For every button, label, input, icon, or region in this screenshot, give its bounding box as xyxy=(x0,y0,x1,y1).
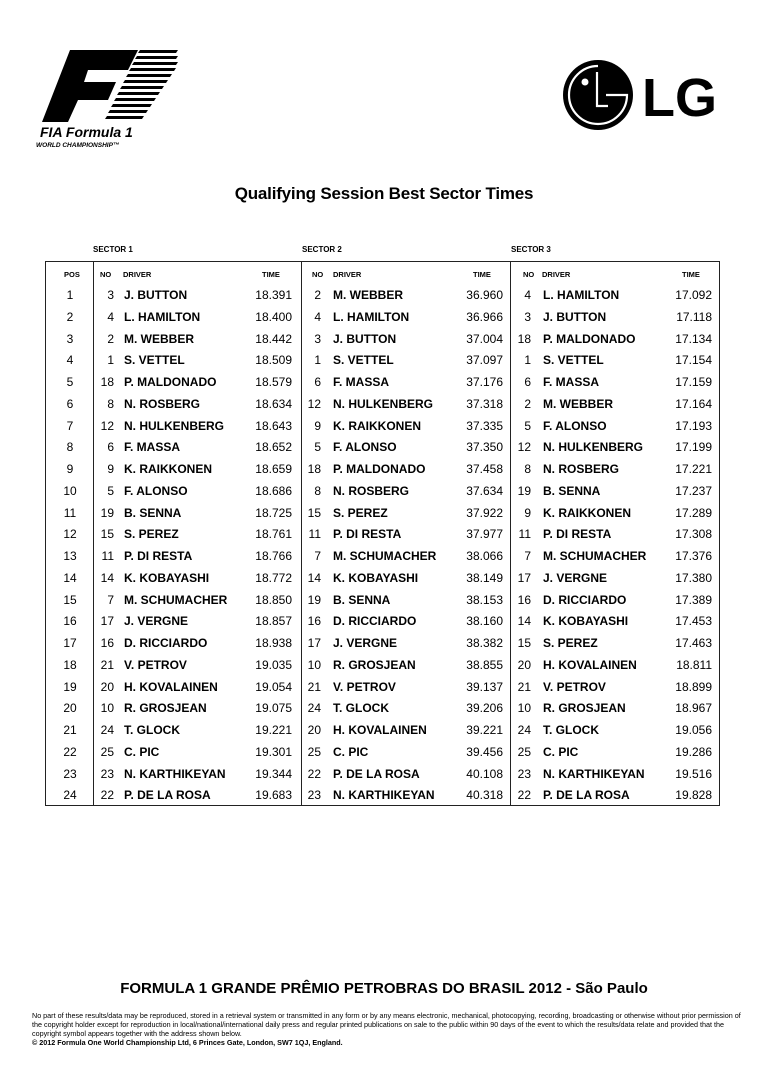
svg-text:WORLD CHAMPIONSHIP™: WORLD CHAMPIONSHIP™ xyxy=(36,142,120,149)
position-cell: 22 xyxy=(63,744,77,759)
time-cell: 17.289 xyxy=(675,505,712,520)
header-time: TIME xyxy=(473,270,491,279)
car-number-cell: 4 xyxy=(314,309,321,324)
driver-cell: S. PEREZ xyxy=(333,505,388,520)
driver-cell: N. HULKENBERG xyxy=(124,418,225,433)
time-cell: 19.683 xyxy=(255,788,292,803)
time-cell: 39.221 xyxy=(466,723,503,737)
driver-cell: J. VERGNE xyxy=(543,570,608,585)
time-cell: 17.154 xyxy=(675,353,712,368)
svg-text:FIA Formula 1: FIA Formula 1 xyxy=(40,124,133,140)
time-cell: 17.237 xyxy=(675,483,712,498)
position-cell: 7 xyxy=(66,418,74,433)
time-cell: 17.463 xyxy=(675,636,712,650)
sector-times-table xyxy=(45,261,720,806)
time-cell: 38.066 xyxy=(466,549,503,563)
position-cell: 16 xyxy=(63,614,77,629)
car-number-cell: 15 xyxy=(307,505,321,520)
time-cell: 18.442 xyxy=(255,331,292,346)
driver-cell: N. KARTHIKEYAN xyxy=(543,766,645,781)
table-row xyxy=(46,419,719,441)
time-cell: 18.938 xyxy=(255,636,292,650)
car-number-cell: 25 xyxy=(100,744,114,759)
driver-cell: R. GROSJEAN xyxy=(124,701,207,716)
car-number-cell: 17 xyxy=(307,636,321,650)
table-row xyxy=(46,680,719,702)
car-number-cell: 1 xyxy=(107,353,114,368)
car-number-cell: 11 xyxy=(101,549,114,563)
time-cell: 18.857 xyxy=(255,614,292,629)
driver-cell: D. RICCIARDO xyxy=(333,614,417,629)
car-number-cell: 18 xyxy=(100,375,114,389)
position-cell: 8 xyxy=(66,440,74,455)
car-number-cell: 21 xyxy=(307,679,321,694)
position-cell: 4 xyxy=(66,353,74,368)
time-cell: 19.075 xyxy=(255,701,292,716)
car-number-cell: 7 xyxy=(524,549,531,563)
car-number-cell: 11 xyxy=(518,527,531,542)
driver-cell: K. RAIKKONEN xyxy=(543,505,632,520)
time-cell: 37.922 xyxy=(466,505,503,520)
driver-cell: V. PETROV xyxy=(543,679,606,694)
time-cell: 40.318 xyxy=(466,788,503,803)
car-number-cell: 22 xyxy=(517,788,531,803)
time-cell: 17.159 xyxy=(675,375,712,389)
car-number-cell: 20 xyxy=(307,723,321,737)
driver-cell: C. PIC xyxy=(124,744,160,759)
time-cell: 18.400 xyxy=(255,309,292,324)
driver-cell: S. VETTEL xyxy=(543,353,604,368)
position-cell: 10 xyxy=(63,483,77,498)
lg-logo-icon xyxy=(560,58,730,133)
car-number-cell: 23 xyxy=(100,766,114,781)
driver-cell: P. DE LA ROSA xyxy=(124,788,211,803)
driver-cell: N. HULKENBERG xyxy=(333,396,434,411)
header-time: TIME xyxy=(682,270,700,279)
time-cell: 17.134 xyxy=(675,331,712,346)
car-number-cell: 16 xyxy=(517,592,531,607)
driver-cell: N. KARTHIKEYAN xyxy=(124,766,226,781)
position-cell: 2 xyxy=(66,309,74,324)
driver-cell: B. SENNA xyxy=(543,483,601,498)
driver-cell: M. SCHUMACHER xyxy=(543,549,647,563)
car-number-cell: 14 xyxy=(517,614,531,629)
time-cell: 18.643 xyxy=(255,418,292,433)
driver-cell: D. RICCIARDO xyxy=(543,592,627,607)
time-cell: 36.960 xyxy=(466,288,503,302)
position-cell: 14 xyxy=(63,570,77,585)
table-row xyxy=(46,397,719,419)
table-row xyxy=(46,767,719,789)
sector-1-label: SECTOR 1 xyxy=(93,245,133,254)
time-cell: 19.286 xyxy=(675,744,712,759)
car-number-cell: 12 xyxy=(517,440,531,455)
car-number-cell: 4 xyxy=(107,309,114,324)
header-no: NO xyxy=(523,270,535,279)
car-number-cell: 9 xyxy=(524,505,531,520)
time-cell: 37.350 xyxy=(466,440,503,455)
driver-cell: P. MALDONADO xyxy=(333,462,426,476)
time-cell: 39.206 xyxy=(466,701,503,716)
car-number-cell: 10 xyxy=(100,701,114,716)
position-cell: 1 xyxy=(66,288,74,302)
time-cell: 40.108 xyxy=(466,766,503,781)
car-number-cell: 9 xyxy=(314,418,321,433)
driver-cell: P. MALDONADO xyxy=(543,331,636,346)
table-row xyxy=(46,571,719,593)
time-cell: 17.376 xyxy=(675,549,712,563)
position-cell: 11 xyxy=(63,505,77,520)
car-number-cell: 6 xyxy=(524,375,531,389)
time-cell: 17.193 xyxy=(675,418,712,433)
time-cell: 39.456 xyxy=(466,744,503,759)
time-cell: 19.054 xyxy=(255,679,292,694)
time-cell: 19.301 xyxy=(255,744,292,759)
table-row xyxy=(46,701,719,723)
time-cell: 18.725 xyxy=(255,505,292,520)
time-cell: 38.382 xyxy=(466,636,503,650)
car-number-cell: 21 xyxy=(100,657,114,672)
car-number-cell: 19 xyxy=(100,505,114,520)
time-cell: 17.118 xyxy=(676,309,712,324)
car-number-cell: 19 xyxy=(517,483,531,498)
car-number-cell: 21 xyxy=(517,679,531,694)
table-row xyxy=(46,375,719,397)
car-number-cell: 2 xyxy=(314,288,321,302)
driver-cell: P. DE LA ROSA xyxy=(333,766,420,781)
car-number-cell: 18 xyxy=(517,331,531,346)
table-row xyxy=(46,636,719,658)
car-number-cell: 5 xyxy=(524,418,531,433)
car-number-cell: 8 xyxy=(314,483,321,498)
time-cell: 38.149 xyxy=(466,570,503,585)
driver-cell: P. DI RESTA xyxy=(333,527,402,542)
car-number-cell: 23 xyxy=(307,788,321,803)
header-no: NO xyxy=(312,270,324,279)
driver-cell: C. PIC xyxy=(333,744,369,759)
car-number-cell: 7 xyxy=(107,592,114,607)
position-cell: 3 xyxy=(66,331,74,346)
time-cell: 37.634 xyxy=(466,483,503,498)
driver-cell: S. PEREZ xyxy=(543,636,598,650)
driver-cell: T. GLOCK xyxy=(543,723,599,737)
car-number-cell: 3 xyxy=(524,309,531,324)
car-number-cell: 4 xyxy=(524,288,531,302)
position-cell: 9 xyxy=(66,462,74,476)
time-cell: 19.516 xyxy=(675,766,712,781)
sector-2-label: SECTOR 2 xyxy=(302,245,342,254)
car-number-cell: 14 xyxy=(100,570,114,585)
driver-cell: M. WEBBER xyxy=(333,288,403,302)
car-number-cell: 1 xyxy=(524,353,531,368)
time-cell: 19.344 xyxy=(255,766,292,781)
time-cell: 18.967 xyxy=(675,701,712,716)
time-cell: 17.453 xyxy=(675,614,712,629)
car-number-cell: 8 xyxy=(107,396,114,411)
driver-cell: P. DE LA ROSA xyxy=(543,788,630,803)
header-driver: DRIVER xyxy=(333,270,362,279)
driver-cell: H. KOVALAINEN xyxy=(333,723,427,737)
position-cell: 24 xyxy=(63,788,77,803)
car-number-cell: 5 xyxy=(314,440,321,455)
driver-cell: V. PETROV xyxy=(124,657,187,672)
table-row xyxy=(46,484,719,506)
car-number-cell: 1 xyxy=(314,353,321,368)
time-cell: 37.335 xyxy=(466,418,503,433)
time-cell: 18.509 xyxy=(255,353,292,368)
header-driver: DRIVER xyxy=(542,270,571,279)
car-number-cell: 16 xyxy=(307,614,321,629)
time-cell: 19.056 xyxy=(675,723,712,737)
table-row xyxy=(46,658,719,680)
time-cell: 37.176 xyxy=(466,375,503,389)
car-number-cell: 17 xyxy=(100,614,114,629)
table-row xyxy=(46,527,719,549)
table-row xyxy=(46,723,719,745)
time-cell: 18.772 xyxy=(255,570,292,585)
time-cell: 17.389 xyxy=(675,592,712,607)
car-number-cell: 11 xyxy=(308,527,321,542)
car-number-cell: 10 xyxy=(517,701,531,716)
header-time: TIME xyxy=(262,270,280,279)
header-driver: DRIVER xyxy=(123,270,152,279)
driver-cell: F. MASSA xyxy=(543,375,600,389)
driver-cell: N. ROSBERG xyxy=(543,462,620,476)
driver-cell: R. GROSJEAN xyxy=(333,657,416,672)
driver-cell: J. VERGNE xyxy=(333,636,398,650)
time-cell: 19.035 xyxy=(255,657,292,672)
driver-cell: L. HAMILTON xyxy=(543,288,620,302)
event-title: FORMULA 1 GRANDE PRÊMIO PETROBRAS DO BRASIL 2012 - São Paulo xyxy=(120,980,648,997)
position-cell: 15 xyxy=(63,592,77,607)
table-row xyxy=(46,593,719,615)
driver-cell: F. MASSA xyxy=(124,440,181,455)
driver-cell: H. KOVALAINEN xyxy=(543,657,637,672)
car-number-cell: 24 xyxy=(100,723,114,737)
driver-cell: J. BUTTON xyxy=(543,309,607,324)
car-number-cell: 25 xyxy=(517,744,531,759)
car-number-cell: 7 xyxy=(314,549,321,563)
driver-cell: P. DI RESTA xyxy=(543,527,612,542)
driver-cell: F. ALONSO xyxy=(543,418,607,433)
position-cell: 23 xyxy=(63,766,77,781)
driver-cell: S. PEREZ xyxy=(124,527,179,542)
time-cell: 37.004 xyxy=(466,331,503,346)
time-cell: 38.160 xyxy=(466,614,503,629)
driver-cell: K. KOBAYASHI xyxy=(543,614,629,629)
driver-cell: J. VERGNE xyxy=(124,614,189,629)
driver-cell: K. RAIKKONEN xyxy=(124,462,213,476)
driver-cell: M. SCHUMACHER xyxy=(333,549,437,563)
time-cell: 37.458 xyxy=(466,462,503,476)
driver-cell: F. ALONSO xyxy=(124,483,188,498)
driver-cell: P. MALDONADO xyxy=(124,375,217,389)
copyright-text: © 2012 Formula One World Championship Ltd, 6 Princes Gate, London, SW7 1QJ, England. xyxy=(32,1038,343,1047)
car-number-cell: 24 xyxy=(517,723,531,737)
driver-cell: J. BUTTON xyxy=(124,288,188,302)
time-cell: 37.977 xyxy=(466,527,503,542)
car-number-cell: 19 xyxy=(307,592,321,607)
driver-cell: J. BUTTON xyxy=(333,331,397,346)
time-cell: 17.164 xyxy=(675,396,712,411)
table-row xyxy=(46,462,719,484)
header-pos: POS xyxy=(64,270,80,279)
driver-cell: N. ROSBERG xyxy=(333,483,410,498)
table-row xyxy=(46,788,719,810)
time-cell: 37.318 xyxy=(466,396,503,411)
position-cell: 6 xyxy=(66,396,74,411)
driver-cell: S. VETTEL xyxy=(333,353,394,368)
car-number-cell: 12 xyxy=(307,396,321,411)
page-title: Qualifying Session Best Sector Times xyxy=(234,184,534,203)
car-number-cell: 9 xyxy=(107,462,114,476)
time-cell: 19.221 xyxy=(255,723,292,737)
car-number-cell: 8 xyxy=(524,462,531,476)
time-cell: 38.855 xyxy=(466,657,503,672)
table-row xyxy=(46,332,719,354)
table-row xyxy=(46,310,719,332)
svg-text:LG: LG xyxy=(642,68,717,128)
legal-notice xyxy=(32,1011,742,1047)
car-number-cell: 14 xyxy=(307,570,321,585)
car-number-cell: 6 xyxy=(107,440,114,455)
car-number-cell: 22 xyxy=(100,788,114,803)
position-cell: 5 xyxy=(66,375,74,389)
time-cell: 18.659 xyxy=(255,462,292,476)
time-cell: 17.380 xyxy=(675,570,712,585)
time-cell: 18.391 xyxy=(255,288,292,302)
time-cell: 36.966 xyxy=(466,309,503,324)
car-number-cell: 16 xyxy=(100,636,114,650)
position-cell: 13 xyxy=(63,549,77,563)
driver-cell: S. VETTEL xyxy=(124,353,185,368)
table-row xyxy=(46,288,719,310)
time-cell: 18.579 xyxy=(255,375,292,389)
car-number-cell: 15 xyxy=(517,636,531,650)
driver-cell: D. RICCIARDO xyxy=(124,636,208,650)
car-number-cell: 22 xyxy=(307,766,321,781)
time-cell: 19.828 xyxy=(675,788,712,803)
driver-cell: V. PETROV xyxy=(333,679,396,694)
time-cell: 37.097 xyxy=(466,353,503,368)
car-number-cell: 5 xyxy=(107,483,114,498)
time-cell: 18.811 xyxy=(676,657,712,672)
driver-cell: M. WEBBER xyxy=(124,331,194,346)
time-cell: 18.899 xyxy=(675,679,712,694)
driver-cell: B. SENNA xyxy=(124,505,182,520)
time-cell: 18.761 xyxy=(255,527,292,542)
table-row xyxy=(46,353,719,375)
car-number-cell: 2 xyxy=(524,396,531,411)
table-row xyxy=(46,440,719,462)
car-number-cell: 2 xyxy=(107,331,114,346)
car-number-cell: 25 xyxy=(307,744,321,759)
table-row xyxy=(46,745,719,767)
position-cell: 17 xyxy=(63,636,77,650)
car-number-cell: 6 xyxy=(314,375,321,389)
driver-cell: R. GROSJEAN xyxy=(543,701,626,716)
car-number-cell: 23 xyxy=(517,766,531,781)
driver-cell: T. GLOCK xyxy=(124,723,180,737)
driver-cell: N. HULKENBERG xyxy=(543,440,644,455)
car-number-cell: 20 xyxy=(517,657,531,672)
driver-cell: M. WEBBER xyxy=(543,396,613,411)
legal-text: No part of these results/data may be reproduced, stored in a retrieval system or transmitted in any form or by any means electronic, mechanical, photocopying, recording, broadcasting or otherwise without prior permission of the copyright holder except for reproduction in local/national/international daily press and regular printed publications on sale to the public within 90 days of the event to which the results/data relate and provided that the copyright symbol appears together with the address shown below. xyxy=(32,1011,741,1038)
time-cell: 38.153 xyxy=(466,592,503,607)
position-cell: 18 xyxy=(63,657,77,672)
driver-cell: N. ROSBERG xyxy=(124,396,201,411)
time-cell: 18.652 xyxy=(255,440,292,455)
car-number-cell: 24 xyxy=(307,701,321,716)
driver-cell: B. SENNA xyxy=(333,592,391,607)
position-cell: 12 xyxy=(63,527,77,542)
driver-cell: H. KOVALAINEN xyxy=(124,679,218,694)
driver-cell: L. HAMILTON xyxy=(124,309,201,324)
table-row xyxy=(46,549,719,571)
time-cell: 18.686 xyxy=(255,483,292,498)
driver-cell: L. HAMILTON xyxy=(333,309,410,324)
car-number-cell: 3 xyxy=(107,288,114,302)
car-number-cell: 10 xyxy=(307,657,321,672)
f1-logo-icon xyxy=(28,40,178,150)
driver-cell: K. KOBAYASHI xyxy=(333,570,419,585)
car-number-cell: 15 xyxy=(100,527,114,542)
time-cell: 18.850 xyxy=(255,592,292,607)
header-no: NO xyxy=(100,270,112,279)
driver-cell: F. MASSA xyxy=(333,375,390,389)
car-number-cell: 12 xyxy=(100,418,114,433)
car-number-cell: 3 xyxy=(314,331,321,346)
time-cell: 17.092 xyxy=(675,288,712,302)
f1-logo xyxy=(28,40,178,150)
time-cell: 17.199 xyxy=(675,440,712,455)
car-number-cell: 18 xyxy=(307,462,321,476)
position-cell: 19 xyxy=(63,679,77,694)
driver-cell: N. KARTHIKEYAN xyxy=(333,788,435,803)
position-cell: 21 xyxy=(63,723,77,737)
sector-3-label: SECTOR 3 xyxy=(511,245,551,254)
driver-cell: F. ALONSO xyxy=(333,440,397,455)
driver-cell: P. DI RESTA xyxy=(124,549,193,563)
driver-cell: K. KOBAYASHI xyxy=(124,570,210,585)
driver-cell: M. SCHUMACHER xyxy=(124,592,228,607)
time-cell: 17.308 xyxy=(675,527,712,542)
table-row xyxy=(46,506,719,528)
lg-logo xyxy=(560,58,730,133)
table-row xyxy=(46,614,719,636)
driver-cell: C. PIC xyxy=(543,744,579,759)
time-cell: 18.766 xyxy=(255,549,292,563)
driver-cell: T. GLOCK xyxy=(333,701,389,716)
car-number-cell: 17 xyxy=(517,570,531,585)
position-cell: 20 xyxy=(63,701,77,716)
time-cell: 18.634 xyxy=(255,396,292,411)
car-number-cell: 20 xyxy=(100,679,114,694)
driver-cell: K. RAIKKONEN xyxy=(333,418,422,433)
time-cell: 17.221 xyxy=(675,462,712,476)
time-cell: 39.137 xyxy=(466,679,503,694)
